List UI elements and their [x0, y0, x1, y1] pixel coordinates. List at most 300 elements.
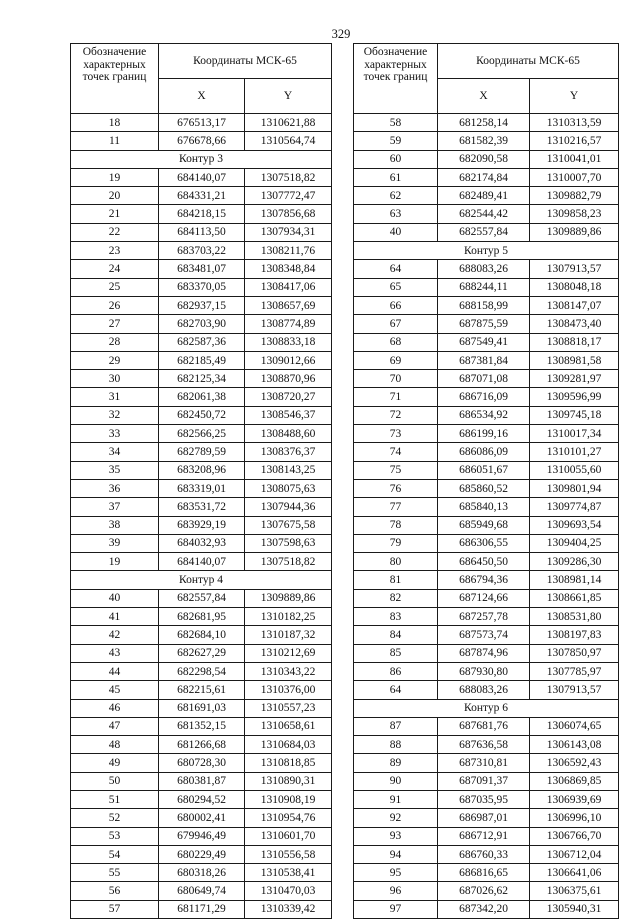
point-number-cell: 75: [354, 461, 438, 479]
x-coordinate-cell: 680294,52: [159, 790, 245, 808]
x-coordinate-cell: 680318,26: [159, 864, 245, 882]
table-row: [354, 187, 619, 205]
contour-heading: Контур 5: [354, 242, 619, 260]
y-coordinate-cell: 1310101,27: [530, 443, 619, 461]
table-row: [71, 296, 332, 314]
table-row: [71, 223, 332, 241]
point-number-cell: 60: [354, 150, 438, 168]
point-number-cell: 53: [71, 827, 159, 845]
point-number-cell: 63: [354, 205, 438, 223]
table-row: [354, 827, 619, 845]
y-coordinate-cell: 1310007,70: [530, 168, 619, 186]
table-row: [71, 900, 332, 918]
y-coordinate-cell: 1309596,99: [530, 388, 619, 406]
point-designation-header: Обозначение характерных точек границ: [354, 44, 438, 114]
y-coordinate-cell: 1306641,06: [530, 864, 619, 882]
point-number-cell: 32: [71, 406, 159, 424]
point-number-cell: 41: [71, 608, 159, 626]
y-coordinate-cell: 1307598,63: [245, 534, 332, 552]
point-number-cell: 70: [354, 370, 438, 388]
point-number-cell: 65: [354, 278, 438, 296]
point-number-cell: 69: [354, 351, 438, 369]
table-row: [71, 168, 332, 186]
table-row: [354, 608, 619, 626]
table-row: [354, 425, 619, 443]
y-coordinate-cell: 1310339,42: [245, 900, 332, 918]
point-number-cell: 25: [71, 278, 159, 296]
coordinates-table-body: [71, 114, 332, 919]
point-number-cell: 72: [354, 406, 438, 424]
x-coordinate-cell: 684140,07: [159, 168, 245, 186]
y-coordinate-cell: 1308075,63: [245, 479, 332, 497]
point-number-cell: 55: [71, 864, 159, 882]
x-coordinate-cell: 682627,29: [159, 644, 245, 662]
y-coordinate-cell: 1310055,60: [530, 461, 619, 479]
point-number-cell: 96: [354, 882, 438, 900]
y-coordinate-cell: 1307850,97: [530, 644, 619, 662]
point-number-cell: 78: [354, 516, 438, 534]
x-coordinate-cell: 685840,13: [438, 498, 530, 516]
y-coordinate-cell: 1307934,31: [245, 223, 332, 241]
x-coordinate-cell: 687573,74: [438, 626, 530, 644]
point-number-cell: 71: [354, 388, 438, 406]
y-coordinate-cell: 1308348,84: [245, 260, 332, 278]
x-coordinate-cell: 687342,20: [438, 900, 530, 918]
x-coordinate-cell: 680229,49: [159, 845, 245, 863]
table-row: [354, 681, 619, 699]
point-number-cell: 43: [71, 644, 159, 662]
point-number-cell: 27: [71, 315, 159, 333]
point-number-cell: 39: [71, 534, 159, 552]
x-coordinate-cell: 686760,33: [438, 845, 530, 863]
x-coordinate-cell: 684032,93: [159, 534, 245, 552]
y-coordinate-cell: 1307772,47: [245, 187, 332, 205]
x-coordinate-cell: 686794,36: [438, 571, 530, 589]
table-row: [71, 242, 332, 260]
point-number-cell: 40: [71, 589, 159, 607]
table-row: [71, 864, 332, 882]
y-coordinate-cell: 1310890,31: [245, 772, 332, 790]
point-number-cell: 31: [71, 388, 159, 406]
table-row: [354, 571, 619, 589]
x-coordinate-cell: 686534,92: [438, 406, 530, 424]
y-coordinate-cell: 1310343,22: [245, 662, 332, 680]
table-row: [71, 717, 332, 735]
table-row: [71, 608, 332, 626]
point-number-cell: 23: [71, 242, 159, 260]
y-coordinate-cell: 1305940,31: [530, 900, 619, 918]
point-number-cell: 35: [71, 461, 159, 479]
x-coordinate-cell: 683319,01: [159, 479, 245, 497]
table-row: [71, 461, 332, 479]
x-coordinate-cell: 682450,72: [159, 406, 245, 424]
x-coordinate-cell: 676513,17: [159, 114, 245, 132]
contour-heading-row: [354, 242, 619, 260]
x-coordinate-cell: 686816,65: [438, 864, 530, 882]
point-number-cell: 91: [354, 790, 438, 808]
point-number-cell: 44: [71, 662, 159, 680]
x-coordinate-cell: 686051,67: [438, 461, 530, 479]
y-coordinate-cell: 1308143,25: [245, 461, 332, 479]
y-coordinate-cell: 1310557,23: [245, 699, 332, 717]
x-coordinate-cell: 683370,05: [159, 278, 245, 296]
y-coordinate-cell: 1309801,94: [530, 479, 619, 497]
y-column-header: Y: [530, 79, 619, 114]
table-row: [71, 443, 332, 461]
contour-heading-row: [71, 150, 332, 168]
point-number-cell: 88: [354, 736, 438, 754]
table-row: [354, 516, 619, 534]
point-number-cell: 19: [71, 553, 159, 571]
table-row: [354, 132, 619, 150]
y-coordinate-cell: 1309693,54: [530, 516, 619, 534]
y-coordinate-cell: 1310182,25: [245, 608, 332, 626]
x-coordinate-cell: 687875,59: [438, 315, 530, 333]
point-number-cell: 50: [71, 772, 159, 790]
point-number-cell: 45: [71, 681, 159, 699]
x-column-header: X: [438, 79, 530, 114]
y-coordinate-cell: 1310684,03: [245, 736, 332, 754]
point-number-cell: 57: [71, 900, 159, 918]
point-number-cell: 92: [354, 809, 438, 827]
table-row: [354, 553, 619, 571]
table-row: [71, 114, 332, 132]
x-coordinate-cell: 682681,95: [159, 608, 245, 626]
x-coordinate-cell: 684140,07: [159, 553, 245, 571]
table-row: [354, 150, 619, 168]
y-coordinate-cell: 1309774,87: [530, 498, 619, 516]
y-coordinate-cell: 1308661,85: [530, 589, 619, 607]
table-row: [71, 498, 332, 516]
point-number-cell: 62: [354, 187, 438, 205]
y-coordinate-cell: 1310556,58: [245, 845, 332, 863]
contour-heading-row: [71, 571, 332, 589]
point-number-cell: 33: [71, 425, 159, 443]
x-coordinate-cell: 682185,49: [159, 351, 245, 369]
table-row: [71, 644, 332, 662]
point-number-cell: 30: [71, 370, 159, 388]
point-number-cell: 37: [71, 498, 159, 516]
table-row: [71, 754, 332, 772]
y-coordinate-cell: 1310212,69: [245, 644, 332, 662]
x-coordinate-cell: 688158,99: [438, 296, 530, 314]
y-coordinate-cell: 1308546,37: [245, 406, 332, 424]
point-number-cell: 89: [354, 754, 438, 772]
y-coordinate-cell: 1307913,57: [530, 681, 619, 699]
y-coordinate-cell: 1310818,85: [245, 754, 332, 772]
y-coordinate-cell: 1310538,41: [245, 864, 332, 882]
x-coordinate-cell: 683481,07: [159, 260, 245, 278]
table-row: [354, 809, 619, 827]
point-number-cell: 19: [71, 168, 159, 186]
point-number-cell: 83: [354, 608, 438, 626]
y-coordinate-cell: 1310313,59: [530, 114, 619, 132]
x-coordinate-cell: 682557,84: [438, 223, 530, 241]
y-coordinate-cell: 1308981,14: [530, 571, 619, 589]
point-number-cell: 49: [71, 754, 159, 772]
point-number-cell: 11: [71, 132, 159, 150]
x-coordinate-cell: 687035,95: [438, 790, 530, 808]
y-coordinate-cell: 1310216,57: [530, 132, 619, 150]
table-row: [71, 406, 332, 424]
table-row: [354, 754, 619, 772]
y-coordinate-cell: 1306712,04: [530, 845, 619, 863]
table-row: [71, 662, 332, 680]
point-number-cell: 18: [71, 114, 159, 132]
y-coordinate-cell: 1310601,70: [245, 827, 332, 845]
x-coordinate-cell: 687257,78: [438, 608, 530, 626]
point-number-cell: 66: [354, 296, 438, 314]
x-coordinate-cell: 680381,87: [159, 772, 245, 790]
x-coordinate-cell: 688083,26: [438, 260, 530, 278]
table-row: [354, 662, 619, 680]
table-row: [354, 443, 619, 461]
y-column-header: Y: [245, 79, 332, 114]
x-coordinate-cell: 682174,84: [438, 168, 530, 186]
x-coordinate-cell: 682215,61: [159, 681, 245, 699]
point-number-cell: 77: [354, 498, 438, 516]
y-coordinate-cell: 1310470,03: [245, 882, 332, 900]
table-row: [71, 333, 332, 351]
y-coordinate-cell: 1306996,10: [530, 809, 619, 827]
table-row: [71, 516, 332, 534]
point-number-cell: 58: [354, 114, 438, 132]
x-coordinate-cell: 688244,11: [438, 278, 530, 296]
table-row: [354, 205, 619, 223]
x-coordinate-cell: 688083,26: [438, 681, 530, 699]
y-coordinate-cell: 1309889,86: [530, 223, 619, 241]
point-number-cell: 61: [354, 168, 438, 186]
table-row: [71, 699, 332, 717]
table-row: [71, 534, 332, 552]
table-row: [354, 864, 619, 882]
point-number-cell: 59: [354, 132, 438, 150]
point-number-cell: 24: [71, 260, 159, 278]
point-number-cell: 28: [71, 333, 159, 351]
y-coordinate-cell: 1309404,25: [530, 534, 619, 552]
y-coordinate-cell: 1308657,69: [245, 296, 332, 314]
table-row: [71, 553, 332, 571]
y-coordinate-cell: 1310621,88: [245, 114, 332, 132]
table-row: [354, 315, 619, 333]
y-coordinate-cell: 1308417,06: [245, 278, 332, 296]
x-coordinate-cell: 681352,15: [159, 717, 245, 735]
table-row: [71, 882, 332, 900]
y-coordinate-cell: 1308531,80: [530, 608, 619, 626]
y-coordinate-cell: 1307856,68: [245, 205, 332, 223]
point-number-cell: 68: [354, 333, 438, 351]
coordinates-header: Координаты МСК-65: [159, 44, 332, 79]
x-coordinate-cell: 687930,80: [438, 662, 530, 680]
x-coordinate-cell: 682587,36: [159, 333, 245, 351]
point-number-cell: 85: [354, 644, 438, 662]
point-number-cell: 22: [71, 223, 159, 241]
point-number-cell: 82: [354, 589, 438, 607]
table-row: [354, 223, 619, 241]
table-row: [71, 845, 332, 863]
x-coordinate-cell: 681691,03: [159, 699, 245, 717]
y-coordinate-cell: 1308488,60: [245, 425, 332, 443]
table-row: [71, 187, 332, 205]
y-coordinate-cell: 1306766,70: [530, 827, 619, 845]
x-coordinate-cell: 676678,66: [159, 132, 245, 150]
y-coordinate-cell: 1310908,19: [245, 790, 332, 808]
table-row: [354, 370, 619, 388]
x-coordinate-cell: 682090,58: [438, 150, 530, 168]
contour-heading: Контур 4: [71, 571, 332, 589]
y-coordinate-cell: 1310376,00: [245, 681, 332, 699]
table-row: [354, 168, 619, 186]
x-coordinate-cell: 687091,37: [438, 772, 530, 790]
point-number-cell: 64: [354, 260, 438, 278]
y-coordinate-cell: 1309281,97: [530, 370, 619, 388]
table-row: [354, 736, 619, 754]
y-coordinate-cell: 1307518,82: [245, 553, 332, 571]
x-coordinate-cell: 680728,30: [159, 754, 245, 772]
point-number-cell: 81: [354, 571, 438, 589]
point-number-cell: 34: [71, 443, 159, 461]
x-coordinate-cell: 682937,15: [159, 296, 245, 314]
point-number-cell: 64: [354, 681, 438, 699]
table-row: [354, 845, 619, 863]
x-coordinate-cell: 684331,21: [159, 187, 245, 205]
table-row: [354, 772, 619, 790]
contour-heading: Контур 6: [354, 699, 619, 717]
table-row: [354, 278, 619, 296]
y-coordinate-cell: 1308833,18: [245, 333, 332, 351]
y-coordinate-cell: 1307785,97: [530, 662, 619, 680]
coordinates-table-left: [70, 43, 332, 919]
y-coordinate-cell: 1306939,69: [530, 790, 619, 808]
table-row: [71, 772, 332, 790]
table-row: [71, 260, 332, 278]
y-coordinate-cell: 1308720,27: [245, 388, 332, 406]
y-coordinate-cell: 1306592,43: [530, 754, 619, 772]
x-coordinate-cell: 682789,59: [159, 443, 245, 461]
table-row: [71, 827, 332, 845]
x-coordinate-cell: 684218,15: [159, 205, 245, 223]
y-coordinate-cell: 1306869,85: [530, 772, 619, 790]
x-coordinate-cell: 682684,10: [159, 626, 245, 644]
x-coordinate-cell: 686716,09: [438, 388, 530, 406]
point-number-cell: 51: [71, 790, 159, 808]
table-row: [71, 589, 332, 607]
x-coordinate-cell: 680002,41: [159, 809, 245, 827]
x-coordinate-cell: 682298,54: [159, 662, 245, 680]
x-coordinate-cell: 687026,62: [438, 882, 530, 900]
x-coordinate-cell: 687636,58: [438, 736, 530, 754]
table-row: [71, 315, 332, 333]
table-row: [354, 114, 619, 132]
y-coordinate-cell: 1309012,66: [245, 351, 332, 369]
table-row: [354, 479, 619, 497]
x-coordinate-cell: 686987,01: [438, 809, 530, 827]
table-row: [354, 882, 619, 900]
x-coordinate-cell: 685860,52: [438, 479, 530, 497]
y-coordinate-cell: 1307944,36: [245, 498, 332, 516]
table-row: [71, 681, 332, 699]
x-coordinate-cell: 682125,34: [159, 370, 245, 388]
table-row: [354, 900, 619, 918]
y-coordinate-cell: 1308870,96: [245, 370, 332, 388]
y-coordinate-cell: 1306074,65: [530, 717, 619, 735]
x-coordinate-cell: 686306,55: [438, 534, 530, 552]
point-number-cell: 36: [71, 479, 159, 497]
x-coordinate-cell: 686199,16: [438, 425, 530, 443]
x-coordinate-cell: 687310,81: [438, 754, 530, 772]
x-coordinate-cell: 687874,96: [438, 644, 530, 662]
point-number-cell: 47: [71, 717, 159, 735]
x-coordinate-cell: 687071,08: [438, 370, 530, 388]
x-coordinate-cell: 682061,38: [159, 388, 245, 406]
point-number-cell: 20: [71, 187, 159, 205]
point-number-cell: 74: [354, 443, 438, 461]
coordinates-table-right: [353, 43, 619, 919]
y-coordinate-cell: 1310187,32: [245, 626, 332, 644]
y-coordinate-cell: 1310041,01: [530, 150, 619, 168]
point-number-cell: 46: [71, 699, 159, 717]
point-number-cell: 40: [354, 223, 438, 241]
y-coordinate-cell: 1309745,18: [530, 406, 619, 424]
point-number-cell: 73: [354, 425, 438, 443]
point-number-cell: 42: [71, 626, 159, 644]
y-coordinate-cell: 1307913,57: [530, 260, 619, 278]
x-coordinate-cell: 687124,66: [438, 589, 530, 607]
x-coordinate-cell: 687549,41: [438, 333, 530, 351]
y-coordinate-cell: 1310954,76: [245, 809, 332, 827]
point-number-cell: 97: [354, 900, 438, 918]
x-coordinate-cell: 681266,68: [159, 736, 245, 754]
point-number-cell: 79: [354, 534, 438, 552]
y-coordinate-cell: 1308774,89: [245, 315, 332, 333]
point-number-cell: 80: [354, 553, 438, 571]
point-number-cell: 87: [354, 717, 438, 735]
table-row: [354, 589, 619, 607]
y-coordinate-cell: 1308147,07: [530, 296, 619, 314]
table-row: [354, 406, 619, 424]
table-row: [354, 790, 619, 808]
point-number-cell: 76: [354, 479, 438, 497]
y-coordinate-cell: 1306375,61: [530, 882, 619, 900]
coordinates-header: Координаты МСК-65: [438, 44, 619, 79]
point-number-cell: 26: [71, 296, 159, 314]
x-coordinate-cell: 683703,22: [159, 242, 245, 260]
table-row: [354, 498, 619, 516]
x-coordinate-cell: 681171,29: [159, 900, 245, 918]
table-row: [71, 388, 332, 406]
table-row: [71, 370, 332, 388]
contour-heading-row: [354, 699, 619, 717]
table-row: [71, 205, 332, 223]
point-number-cell: 86: [354, 662, 438, 680]
x-coordinate-cell: 682489,41: [438, 187, 530, 205]
page-number: 329: [331, 27, 351, 41]
y-coordinate-cell: 1310658,61: [245, 717, 332, 735]
y-coordinate-cell: 1310017,34: [530, 425, 619, 443]
point-number-cell: 48: [71, 736, 159, 754]
table-row: [71, 736, 332, 754]
table-row: [71, 479, 332, 497]
point-number-cell: 84: [354, 626, 438, 644]
y-coordinate-cell: 1308048,18: [530, 278, 619, 296]
x-column-header: X: [159, 79, 245, 114]
table-row: [71, 626, 332, 644]
y-coordinate-cell: 1309882,79: [530, 187, 619, 205]
x-coordinate-cell: 681258,14: [438, 114, 530, 132]
x-coordinate-cell: 682544,42: [438, 205, 530, 223]
x-coordinate-cell: 685949,68: [438, 516, 530, 534]
table-row: [354, 260, 619, 278]
